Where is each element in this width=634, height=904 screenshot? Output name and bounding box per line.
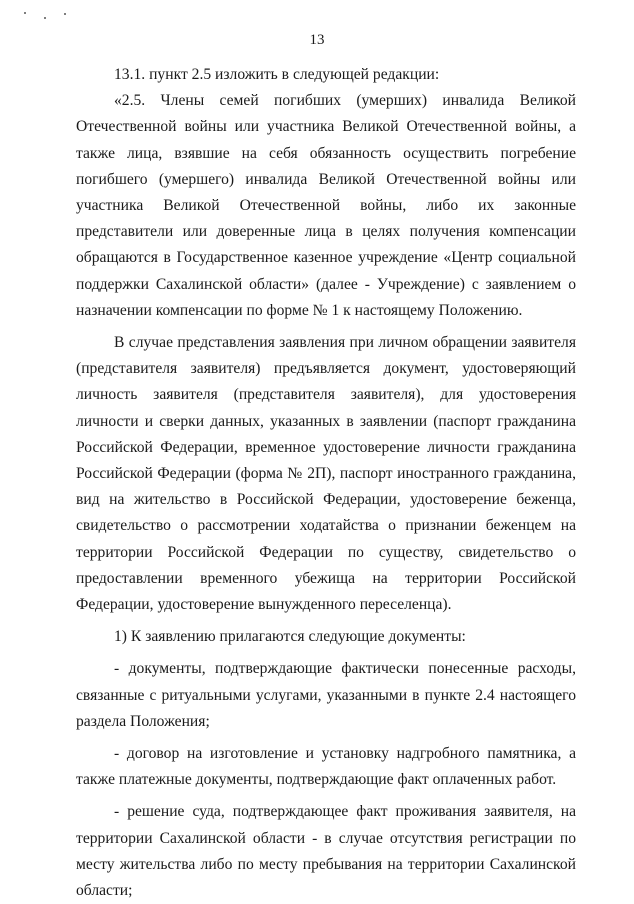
paragraph-clause-2-5: «2.5. Члены семей погибших (умерших) инвалида Великой Отечественной войны или участника Великой Отечественной войны, а также лица, взявшие на себя обязанность осуществить погребение погибшего (умершего) инвалида Великой Отечественной войны или участника Великой Отечественной войны, либо их законные представители или доверенные лица в целях получения компенсации обращаются в Государственное казенное учреждение «Центр социальной поддержки Сахалинской области» (далее - Учреждение) с заявлением о назначении компенсации по форме № 1 к настоящему Положению.	[76, 92, 576, 319]
scan-speck	[64, 13, 66, 15]
scan-speck	[24, 12, 26, 14]
list-item-monument-contract: - договор на изготовление и установку надгробного памятника, а также платежные документы, подтверждающие факт оплаченных работ.	[76, 745, 576, 789]
list-item-court-decision: - решение суда, подтверждающее факт проживания заявителя, на территории Сахалинской области - в случае отсутствия регистрации по месту жительства либо по месту пребывания на территории Сахалинской области;	[76, 803, 576, 900]
paragraph-attachments-intro: 1) К заявлению прилагаются следующие документы:	[114, 628, 466, 646]
paragraph-identity-documents: В случае представления заявления при личном обращении заявителя (представителя заявителя) предъявляется документ, удостоверяющий личность заявителя (представителя заявителя), для удостоверения личности и сверки данных, указанных в заявлении (паспорт гражданина Российской Федерации, временное удостоверение личности гражданина Российской Федерации (форма № 2П), паспорт иностранного гражданина, вид на жительство в Российской Федерации, удостоверение беженца, свидетельство о рассмотрении ходатайства о признании беженцем на территории Российской Федерации по существу, свидетельство о предоставлении временного убежища на территории Российской Федерации, удостоверение вынужденного переселенца).	[76, 334, 576, 614]
paragraph-item-13-1: 13.1. пункт 2.5 изложить в следующей редакции:	[114, 66, 440, 83]
page-number: 13	[309, 32, 325, 48]
list-item-expense-documents: - документы, подтверждающие фактически понесенные расходы, связанные с ритуальными услугами, указанными в пункте 2.4 настоящего раздела Положения;	[76, 660, 576, 730]
scan-speck	[44, 17, 46, 19]
document-body	[76, 62, 576, 904]
